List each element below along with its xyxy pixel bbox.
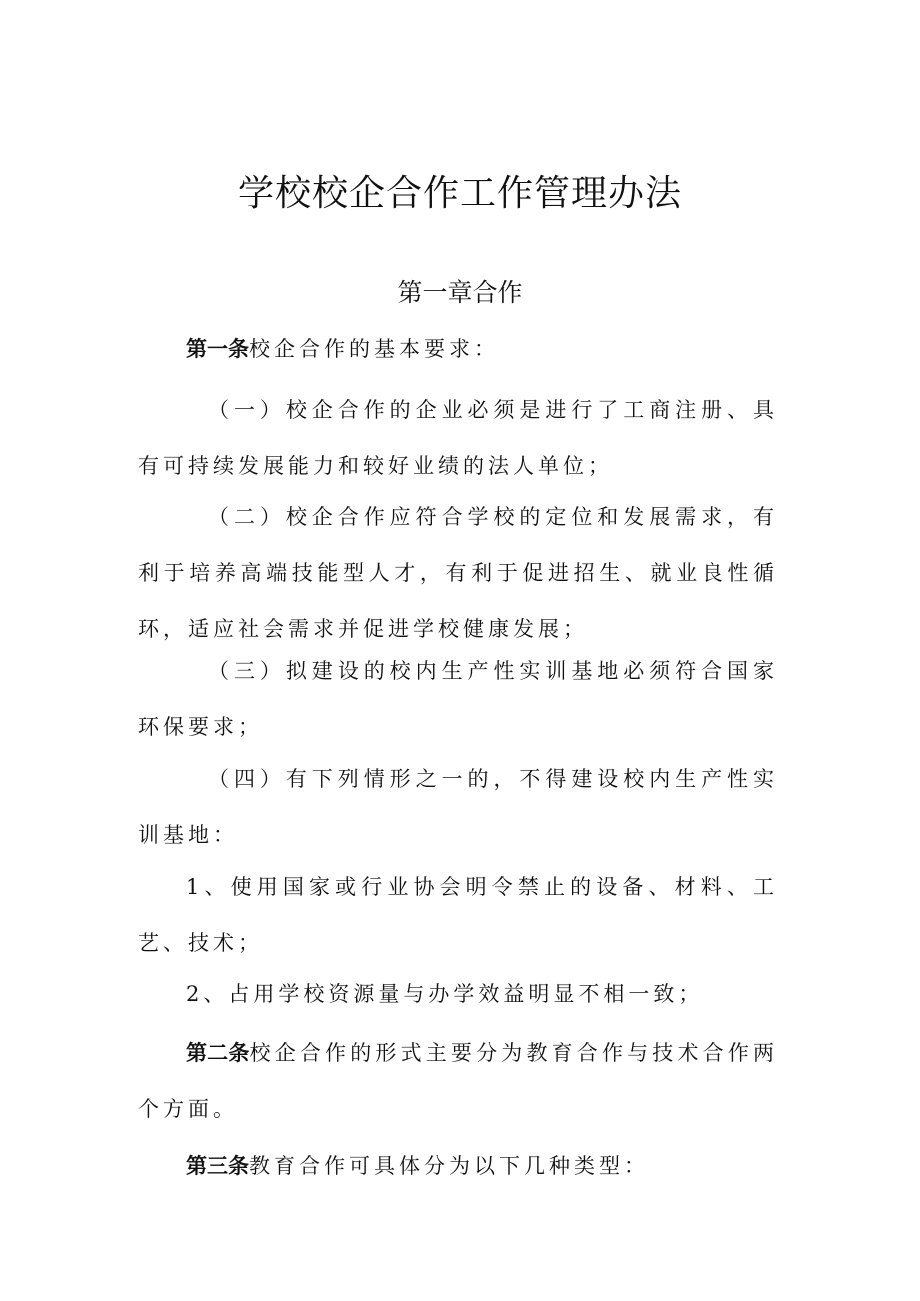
chapter-heading: 第一章合作 <box>397 278 523 307</box>
article-3-text: 教育合作可具体分为以下几种类型： <box>249 1154 649 1178</box>
requirement-item-2: （二）校企合作应符合学校的定位和发展需求，有利于培养高端技能型人才，有利于促进招生、就业良性循环，适应社会需求并促进学校健康发展； <box>138 505 778 641</box>
article-1-paragraph <box>138 321 778 377</box>
article-1-label: 第一条 <box>186 337 249 361</box>
article-2-text: 校企合作的形式主要分为教育合作与技术合作两个方面。 <box>138 1041 779 1121</box>
article-2-label: 第二条 <box>186 1041 250 1065</box>
requirement-item-1: （一）校企合作的企业必须是进行了工商注册、具有可持续发展能力和较好业绩的法人单位； <box>138 398 778 478</box>
requirement-item-3: （三）拟建设的校内生产性实训基地必须符合国家环保要求； <box>138 659 778 739</box>
document-title: 学校校企合作工作管理办法 <box>237 173 682 214</box>
article-3-label: 第三条 <box>186 1154 249 1178</box>
article-1-text: 校企合作的基本要求： <box>249 337 499 361</box>
article-3-paragraph <box>138 1138 778 1194</box>
prohibited-case-2: 2、占用学校资源量与办学效益明显不相一致； <box>186 982 704 1006</box>
requirement-item-4: （四）有下列情形之一的，不得建设校内生产性实训基地： <box>138 767 778 847</box>
prohibited-case-1: 1、使用国家或行业协会明令禁止的设备、材料、工艺、技术； <box>138 875 778 955</box>
article-2-paragraph <box>138 1025 778 1137</box>
